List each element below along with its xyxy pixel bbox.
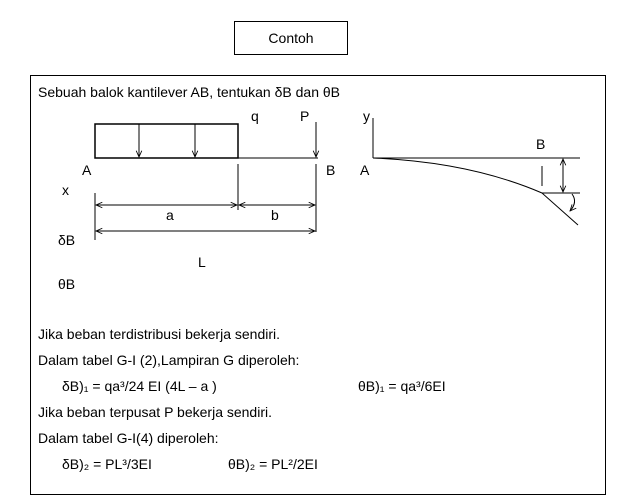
label-q: q: [251, 108, 259, 124]
text-line-4: Jika beban terpusat P bekerja sendiri.: [38, 404, 272, 420]
formula-deltab-1: δB)₁ = qa³/24 EI (4L – a ): [62, 378, 217, 394]
text-line-1: Jika beban terdistribusi bekerja sendiri.: [38, 326, 281, 342]
distributed-load-block: [95, 124, 238, 158]
label-b-left: B: [326, 162, 336, 178]
label-deltab: δB: [58, 232, 76, 248]
deflection-curve: [373, 158, 578, 225]
formula-thetab-2: θB)₂ = PL²/2EI: [228, 456, 318, 472]
text-line-2: Dalam tabel G-I (2),Lampiran G diperoleh:: [38, 352, 300, 368]
label-p: P: [300, 108, 310, 124]
label-a-dim: a: [166, 207, 174, 223]
label-a-right: A: [360, 162, 370, 178]
label-y: y: [363, 108, 370, 124]
title-text: Contoh: [268, 30, 314, 46]
slope-angle-arc: [570, 194, 575, 211]
formula-deltab-2: δB)₂ = PL³/3EI: [62, 456, 152, 472]
problem-statement: Sebuah balok kantilever AB, tentukan δB dan θB: [38, 84, 340, 100]
label-thetab: θB: [58, 276, 76, 292]
label-b-dim: b: [271, 207, 279, 223]
label-x: x: [62, 182, 69, 198]
label-a-left: A: [82, 162, 92, 178]
formula-thetab-1: θB)₁ = qa³/6EI: [358, 378, 446, 394]
text-line-5: Dalam tabel G-I(4) diperoleh:: [38, 430, 219, 446]
label-b-right: B: [536, 136, 546, 152]
label-l: L: [198, 254, 206, 270]
